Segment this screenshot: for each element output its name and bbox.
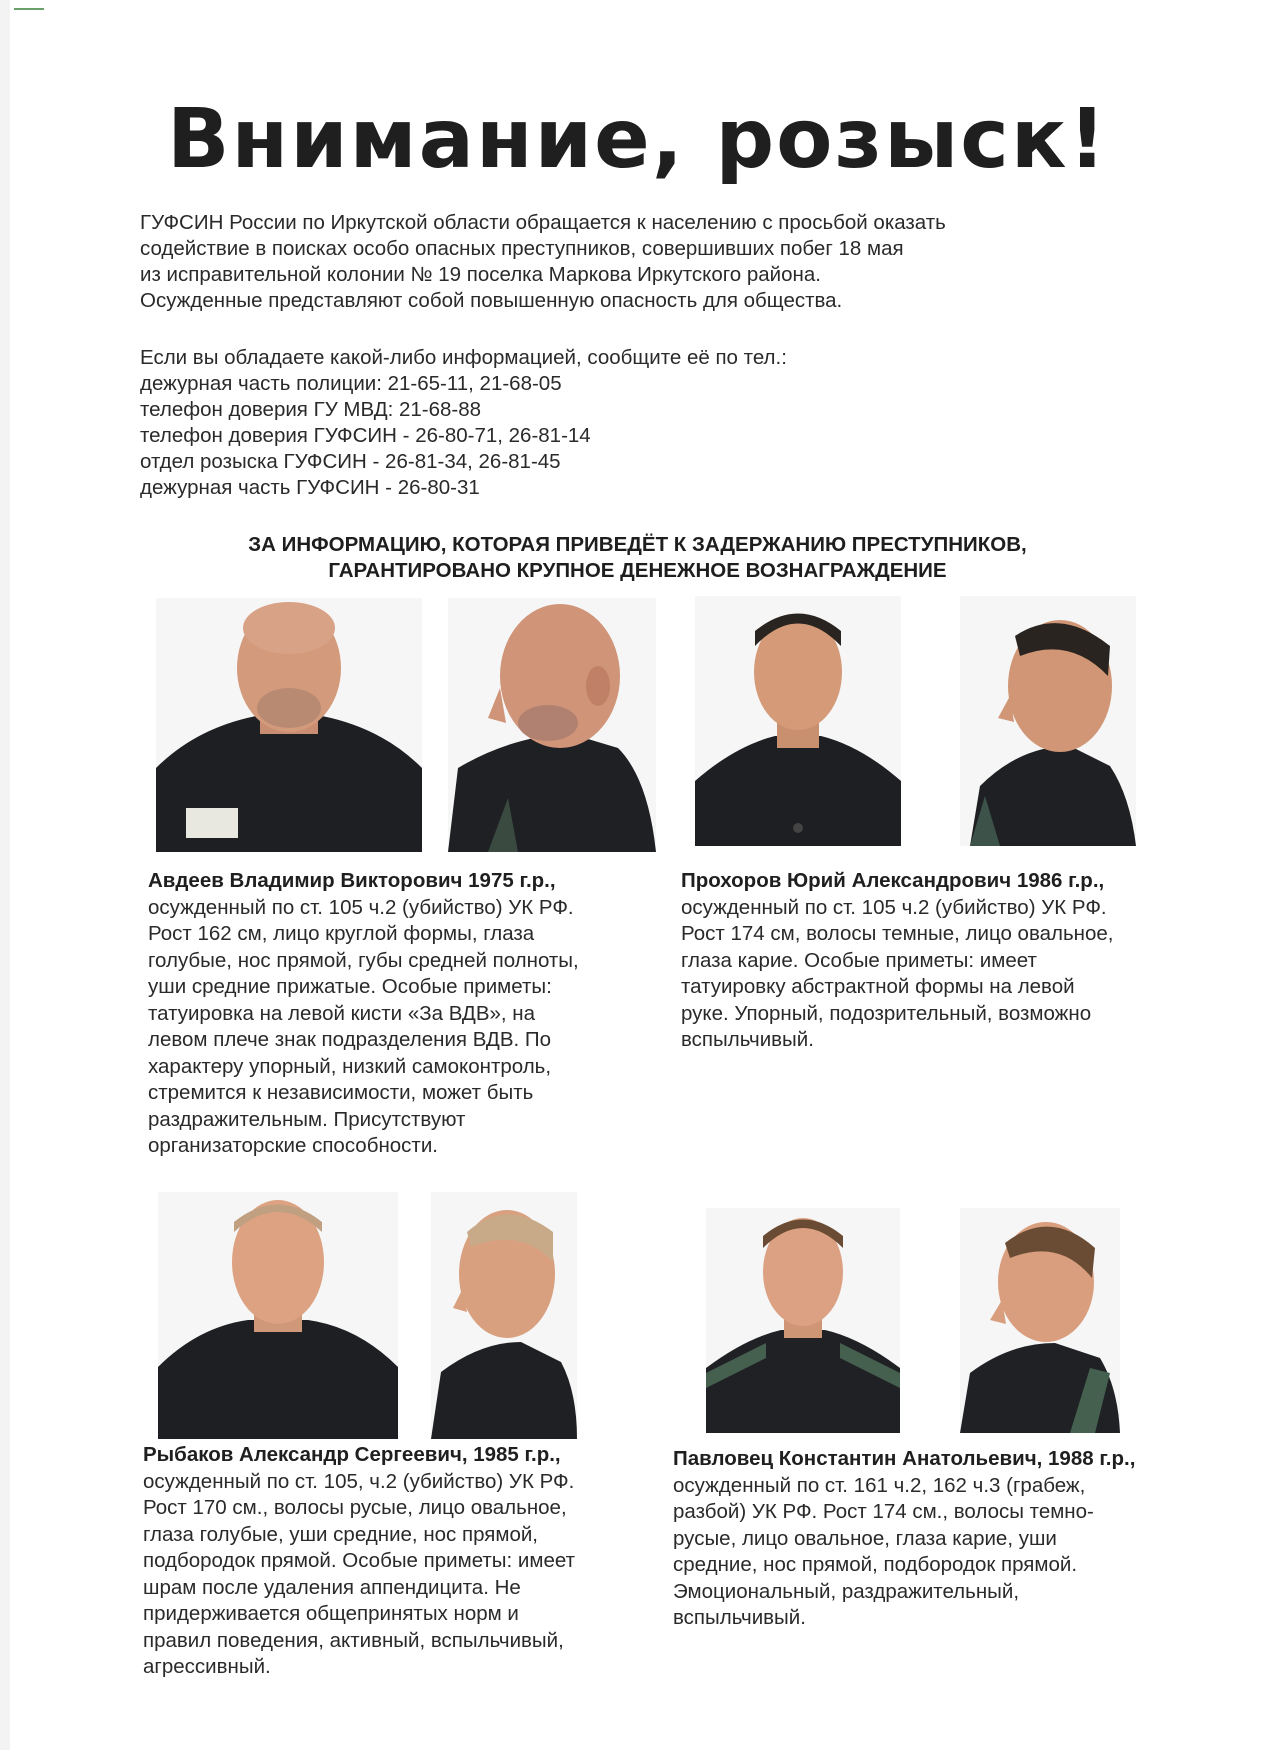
suspect-1-profile-photo xyxy=(448,598,656,852)
suspect-3-name: Рыбаков Александр Сергеевич, 1985 г.р., xyxy=(143,1443,561,1466)
suspect-3-line: подбородок прямой. Особые приметы: имеет xyxy=(143,1549,575,1572)
suspect-1-line: татуировка на левой кисти «За ВДВ», на xyxy=(148,1001,536,1025)
suspect-2-line: глаза карие. Особые приметы: имеет xyxy=(681,948,1037,972)
suspect-4-line: русые, лицо овальное, глаза карие, уши xyxy=(673,1526,1057,1550)
suspect-1-line: Рост 162 см, лицо круглой формы, глаза xyxy=(148,922,535,945)
suspect-3-line: агрессивный. xyxy=(143,1655,271,1678)
suspect-1-line: раздражительным. Присутствуют xyxy=(148,1107,466,1131)
suspect-3-description xyxy=(143,1442,663,1681)
suspect-3-line: правил поведения, активный, вспыльчивый, xyxy=(143,1628,564,1652)
suspect-3-line: глаза голубые, уши средние, нос прямой, xyxy=(143,1522,538,1546)
suspect-4-profile-photo xyxy=(960,1208,1120,1433)
suspect-2-profile-photo xyxy=(960,596,1136,846)
suspect-3-line: шрам после удаления аппендицита. Не xyxy=(143,1575,521,1599)
suspect-4-line: разбой) УК РФ. Рост 174 см., волосы темно- xyxy=(673,1500,1094,1523)
suspect-2-line: татуировку абстрактной формы на левой xyxy=(681,975,1075,998)
suspect-4-front-photo xyxy=(706,1208,900,1433)
suspect-1-front-photo xyxy=(156,598,422,852)
suspect-3-profile-photo xyxy=(431,1192,577,1439)
suspect-3-line: Рост 170 см., волосы русые, лицо овальное, xyxy=(143,1496,567,1519)
reward-line: ЗА ИНФОРМАЦИЮ, КОТОРАЯ ПРИВЕДЁТ К ЗАДЕРЖАНИЮ ПРЕСТУПНИКОВ, xyxy=(248,533,1027,556)
reward-line: ГАРАНТИРОВАНО КРУПНОЕ ДЕНЕЖНОЕ ВОЗНАГРАЖДЕНИЕ xyxy=(328,559,947,582)
intro-paragraph xyxy=(140,210,1140,314)
contact-line: дежурная часть полиции: 21-65-11, 21-68-05 xyxy=(140,372,562,395)
contact-line: дежурная часть ГУФСИН - 26-80-31 xyxy=(140,476,480,499)
suspect-1-line: голубые, нос прямой, губы средней полноты, xyxy=(148,948,579,972)
suspect-2-front-photo xyxy=(695,596,901,846)
intro-line: из исправительной колонии № 19 поселка Маркова Иркутского района. xyxy=(140,263,821,286)
suspect-3-front-photo xyxy=(158,1192,398,1439)
intro-line: содействие в поисках особо опасных преступников, совершивших побег 18 мая xyxy=(140,237,904,260)
suspect-1-line: левом плече знак подразделения ВДВ. По xyxy=(148,1028,552,1051)
suspect-2-line: руке. Упорный, подозрительный, возможно xyxy=(681,1001,1092,1025)
contact-line: отдел розыска ГУФСИН - 26-81-34, 26-81-45 xyxy=(140,450,561,473)
suspect-1-line: характеру упорный, низкий самоконтроль, xyxy=(148,1054,552,1078)
suspect-1-line: уши средние прижатые. Особые приметы: xyxy=(148,975,552,998)
suspect-3-line: осужденный по ст. 105, ч.2 (убийство) УК РФ. xyxy=(143,1469,575,1493)
suspect-1-line: организаторские способности. xyxy=(148,1134,438,1157)
suspect-2-line: Рост 174 см, волосы темные, лицо овальное, xyxy=(681,922,1114,945)
suspect-1-name: Авдеев Владимир Викторович 1975 г.р., xyxy=(148,869,556,892)
suspect-1-line: стремится к независимости, может быть xyxy=(148,1081,534,1104)
suspect-4-name: Павловец Константин Анатольевич, 1988 г.р., xyxy=(673,1447,1136,1470)
suspect-2-name: Прохоров Юрий Александрович 1986 г.р., xyxy=(681,869,1105,892)
suspect-1-line: осужденный по ст. 105 ч.2 (убийство) УК РФ. xyxy=(148,895,574,919)
contacts-heading: Если вы обладаете какой-либо информацией, сообщите её по тел.: xyxy=(140,346,787,369)
page-title: Внимание, розыск! xyxy=(167,92,1108,187)
scan-edge xyxy=(0,0,10,1750)
suspect-4-line: Эмоциональный, раздражительный, xyxy=(673,1579,1020,1603)
intro-line: Осужденные представляют собой повышенную опасность для общества. xyxy=(140,289,843,312)
suspect-4-description xyxy=(673,1446,1233,1632)
corner-mark xyxy=(14,8,44,10)
suspect-4-line: вспыльчивый. xyxy=(673,1606,806,1629)
suspect-4-line: осужденный по ст. 161 ч.2, 162 ч.3 (грабеж, xyxy=(673,1473,1086,1497)
suspect-4-line: средние, нос прямой, подбородок прямой. xyxy=(673,1553,1078,1576)
intro-line: ГУФСИН России по Иркутской области обращается к населению с просьбой оказать xyxy=(140,211,946,234)
contact-line: телефон доверия ГУ МВД: 21-68-88 xyxy=(140,398,482,421)
suspect-1-description xyxy=(148,868,668,1160)
contacts-block xyxy=(140,345,1140,501)
contact-line: телефон доверия ГУФСИН - 26-80-71, 26-81-14 xyxy=(140,424,591,447)
reward-notice xyxy=(0,532,1275,584)
suspect-2-description xyxy=(681,868,1221,1054)
suspect-2-line: вспыльчивый. xyxy=(681,1028,814,1051)
suspect-3-line: придерживается общепринятых норм и xyxy=(143,1602,519,1625)
suspect-2-line: осужденный по ст. 105 ч.2 (убийство) УК РФ. xyxy=(681,895,1107,919)
